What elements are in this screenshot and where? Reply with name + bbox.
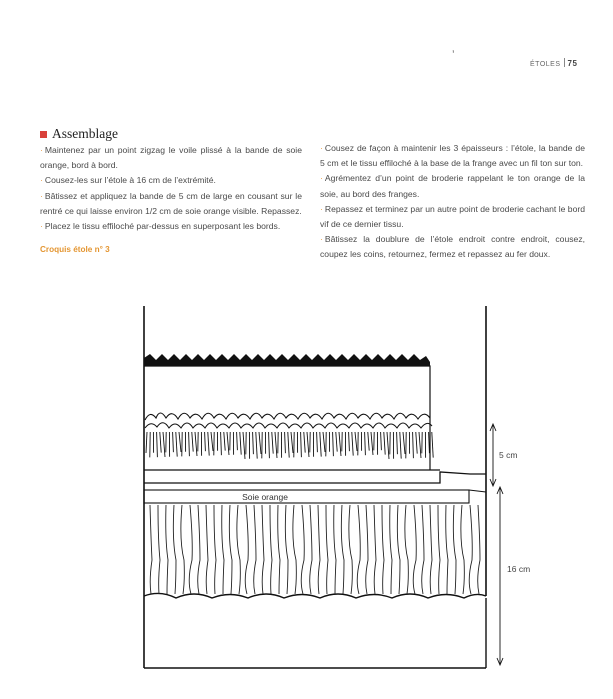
voile-fold	[198, 505, 200, 594]
voile-fold	[357, 505, 360, 594]
voile-fold	[453, 505, 456, 594]
fringe-thread	[413, 432, 414, 458]
voile-fold	[278, 505, 280, 594]
fringe-thread	[237, 432, 238, 450]
voile-fold	[341, 505, 344, 594]
voile-fold	[254, 505, 256, 594]
voile-fold	[245, 505, 248, 594]
voile-fold	[438, 505, 440, 594]
fringe-thread	[365, 432, 366, 455]
paragraph-text: Repassez et terminez par un autre point de broderie cachant le bord vif de ce dernier tissu.	[320, 203, 585, 230]
fringe-thread	[157, 432, 158, 457]
bullet-icon: ·	[320, 173, 323, 184]
fringe-thread	[301, 432, 302, 457]
fringe-thread	[333, 432, 334, 456]
fringe-thread	[243, 432, 245, 459]
bullet-icon: ·	[40, 190, 43, 201]
fringe-thread	[384, 432, 385, 455]
voile-fold	[189, 505, 192, 594]
fringe-thread	[387, 432, 389, 459]
figure-caption: Croquis étole n° 3	[40, 245, 110, 255]
fringe-thread	[397, 432, 398, 454]
fringe-thread	[288, 432, 289, 458]
voile-fold	[374, 505, 376, 594]
voile-fold	[366, 505, 368, 594]
paragraph-text: Agrémentez d’un point de broderie rappelant le ton orange de la soie, au bord des franges.	[320, 173, 585, 199]
fringe-thread	[419, 432, 421, 458]
voile-fold	[326, 505, 328, 594]
fringe-thread	[371, 432, 373, 455]
fringe-thread	[352, 432, 353, 456]
voile-fold	[229, 505, 232, 594]
fringe-thread	[163, 432, 165, 457]
orange-silk-label: Soie orange	[242, 492, 288, 502]
voile-fold	[206, 505, 208, 594]
fringe-thread	[355, 432, 357, 451]
fringe-thread	[304, 432, 305, 453]
paragraph-text: Bâtissez la doublure de l’étole endroit contre endroit, cousez, coupez les coins, retournez, fermez et repassez au fer doux.	[320, 234, 585, 260]
voile-fold	[446, 505, 448, 594]
voile-fold	[318, 505, 320, 594]
voile-fold	[181, 505, 184, 594]
bullet-icon: ·	[40, 175, 43, 186]
heading-text: Assemblage	[52, 126, 118, 141]
fringe-thread	[221, 432, 222, 455]
embroidery-row	[145, 413, 432, 428]
fringe-thread	[176, 432, 177, 457]
bullet-icon: ·	[40, 221, 43, 232]
voile-fold	[413, 505, 416, 594]
fringe-thread	[291, 432, 293, 453]
voile-fold	[334, 505, 336, 594]
fringe-thread	[195, 432, 197, 456]
fringe-thread	[227, 432, 229, 455]
fringe-thread	[381, 432, 382, 450]
fringe-thread	[323, 432, 325, 452]
voile-hem	[144, 593, 486, 598]
voile-fold	[349, 505, 352, 594]
fringe-thread	[179, 432, 181, 452]
voile-fold	[262, 505, 264, 594]
bullet-icon: ·	[320, 234, 323, 245]
fringe-thread	[275, 432, 277, 458]
frayed-fringe	[146, 432, 433, 459]
fringe-thread	[320, 432, 321, 457]
dim-16cm-label: 16 cm	[507, 564, 531, 574]
fringe-thread	[307, 432, 309, 457]
bullet-icon: ·	[40, 145, 43, 155]
fringe-thread	[146, 432, 147, 453]
paragraph-text: Bâtissez et appliquez la bande de 5 cm de large en cousant sur le rentré ce qui laisse environ 1/2 cm de soie orange visible. Repassez.	[40, 190, 302, 216]
orange-silk-band	[144, 490, 469, 503]
fringe-thread	[160, 432, 161, 453]
voile-fold	[430, 505, 432, 594]
paragraph-text: Maintenez par un point zigzag le voile plissé à la bande de soie orange, bord à bord.	[40, 145, 302, 171]
fringe-thread	[403, 432, 405, 454]
voile-fold	[478, 505, 480, 594]
section-title: ÉTOLES	[530, 61, 561, 68]
voile-fold	[390, 505, 392, 594]
voile-fold	[166, 505, 168, 594]
bullet-icon: ·	[320, 203, 323, 214]
voile-fold	[270, 505, 272, 594]
voile-fold	[214, 505, 216, 594]
fringe-thread	[336, 432, 337, 452]
fringe-thread	[317, 432, 318, 452]
voile-fold	[173, 505, 176, 594]
voile-fold	[301, 505, 304, 594]
fringe-thread	[285, 432, 286, 453]
fringe-thread	[269, 432, 270, 458]
voile-fold	[405, 505, 408, 594]
voile-fold	[293, 505, 296, 594]
fringe-thread	[205, 432, 206, 451]
fringe-thread	[224, 432, 225, 451]
voile-fold	[397, 505, 400, 594]
voile-fold	[222, 505, 224, 594]
fringe-thread	[339, 432, 341, 456]
voile-fold	[285, 505, 288, 594]
page-speck: ʼ	[452, 48, 455, 62]
fringe-thread	[189, 432, 190, 456]
fringe-thread	[208, 432, 209, 456]
voile-fold	[310, 505, 312, 594]
fringe-thread	[432, 432, 433, 458]
voile-fold	[150, 505, 152, 594]
fringe-thread	[416, 432, 417, 454]
five-cm-band	[144, 472, 486, 483]
fringe-thread	[400, 432, 401, 459]
voile-fold	[469, 505, 472, 594]
fringe-thread	[240, 432, 241, 455]
top-layer-outline	[144, 366, 430, 470]
fringe-thread	[192, 432, 193, 452]
page-number: 75	[567, 59, 578, 68]
paragraph-text: Cousez de façon à maintenir les 3 épaisseurs : l’étole, la bande de 5 cm et le tissu effiloché à la base de la frange avec un fil ton sur ton.	[320, 143, 585, 169]
fringe-thread	[368, 432, 369, 451]
fringe-thread	[259, 432, 261, 454]
voile-fold	[382, 505, 384, 594]
voile-fold	[422, 505, 424, 594]
fringe-thread	[173, 432, 174, 452]
fringe-thread	[211, 432, 213, 451]
fringe-thread	[429, 432, 430, 453]
fringe-thread	[256, 432, 257, 459]
zigzag-trim	[144, 354, 430, 366]
paragraph-text: Placez le tissu effiloché par-dessus en superposant les bords.	[44, 221, 281, 232]
dim-5cm-label: 5 cm	[499, 450, 518, 460]
fringe-thread	[349, 432, 350, 451]
voile-fold	[237, 505, 240, 594]
bullet-icon: ·	[320, 143, 323, 153]
paragraph-text: Cousez-les sur l’étole à 16 cm de l’extrémité.	[44, 175, 216, 186]
voile-fold	[158, 505, 160, 594]
voile-fold	[461, 505, 464, 594]
fringe-thread	[272, 432, 273, 454]
fringe-thread	[253, 432, 254, 454]
voile-folds	[150, 505, 480, 594]
